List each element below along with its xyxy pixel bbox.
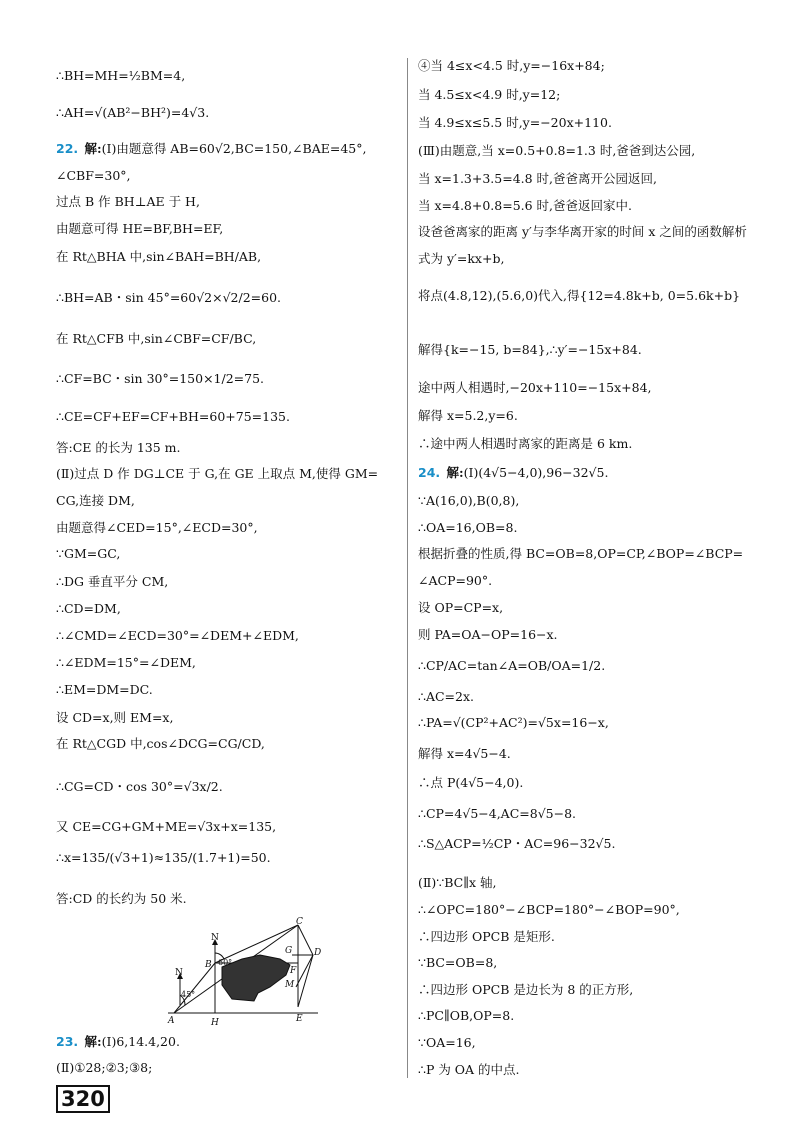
page-number: 320 (56, 1085, 110, 1113)
right-solution-line: ∵BC=OB=8, (418, 955, 498, 970)
right-solution-line: 途中两人相遇时,−20x+110=−15x+84, (418, 380, 652, 395)
right-solution-line: 则 PA=OA−OP=16−x. (418, 627, 558, 642)
right-solution-line: 设爸爸离家的距离 y′与李华离开家的时间 x 之间的函数解析 (418, 224, 747, 239)
left-solution-line: 22. 解:(Ⅰ)由题意得 AB=60√2,BC=150,∠BAE=45°, (56, 141, 367, 156)
north-label-a: N (175, 968, 183, 978)
point-g-label: G (285, 946, 293, 956)
left-solution-line: 答:CD 的长约为 50 米. (56, 891, 187, 906)
left-solution-line: 在 Rt△BHA 中,sin∠BAH=BH/AB, (56, 249, 262, 264)
left-solution-line: 由题意可得 HE=BF,BH=EF, (56, 221, 224, 236)
point-b-label: B (205, 960, 212, 970)
left-solution-line: ∴EM=DM=DC. (56, 682, 153, 697)
left-solution-line: 在 Rt△CGD 中,cos∠DCG=CG/CD, (56, 736, 265, 751)
left-solution-line: 过点 B 作 BH⊥AE 于 H, (56, 194, 200, 209)
left-solution-line: ∠CBF=30°, (56, 168, 131, 183)
right-solution-line: ∠ACP=90°. (418, 573, 493, 588)
left-solution-line: ∴∠EDM=15°=∠DEM, (56, 655, 196, 670)
left-solution-line: 设 CD=x,则 EM=x, (56, 710, 174, 725)
left-solution-line: ∴CE=CF+EF=CF+BH=60+75=135. (56, 409, 290, 424)
left-solution-line: 由题意得∠CED=15°,∠ECD=30°, (56, 520, 258, 535)
left-solution-line: (Ⅱ)①28;②3;③8; (56, 1060, 153, 1075)
right-solution-line: 设 OP=CP=x, (418, 600, 504, 615)
right-solution-line: ④当 4≤x<4.5 时,y=−16x+84; (418, 58, 605, 73)
right-solution-line: 当 4.5≤x<4.9 时,y=12; (418, 87, 561, 102)
left-solution-line: 在 Rt△CFB 中,sin∠CBF=CF/BC, (56, 331, 257, 346)
left-solution-line: ∴x=135/(√3+1)≈135/(1.7+1)=50. (56, 850, 271, 865)
left-solution-line: ∴CG=CD・cos 30°=√3x/2. (56, 779, 223, 794)
right-solution-line: ∴PC∥OB,OP=8. (418, 1008, 515, 1023)
point-e-label: E (296, 1014, 303, 1024)
right-solution-line: ∴点 P(4√5−4,0). (418, 775, 524, 790)
point-m-label: M (285, 980, 295, 990)
right-solution-line: 当 x=4.8+0.8=5.6 时,爸爸返回家中. (418, 198, 633, 213)
right-solution-line: 解得{k=−15, b=84},∴y′=−15x+84. (418, 342, 642, 357)
point-f-label: F (290, 966, 297, 976)
left-solution-line: ∴CD=DM, (56, 601, 121, 616)
right-solution-line: ∴S△ACP=½CP・AC=96−32√5. (418, 836, 616, 851)
right-solution-line: ∴∠OPC=180°−∠BCP=180°−∠BOP=90°, (418, 902, 680, 917)
right-solution-line: ∴OA=16,OB=8. (418, 520, 518, 535)
left-solution-line: ∴BH=AB・sin 45°=60√2×√2/2=60. (56, 290, 282, 305)
left-solution-line: ∴DG 垂直平分 CM, (56, 574, 169, 589)
left-solution-line: ∵GM=GC, (56, 546, 121, 561)
right-solution-line: 根据折叠的性质,得 BC=OB=8,OP=CP,∠BOP=∠BCP= (418, 546, 744, 561)
right-solution-line: (Ⅱ)∵BC∥x 轴, (418, 875, 497, 890)
left-solution-line: ∴BH=MH=½BM=4, (56, 68, 186, 83)
geometry-figure (158, 915, 328, 1030)
left-solution-line: 答:CE 的长为 135 m. (56, 440, 181, 455)
point-d-label: D (314, 948, 322, 958)
left-solution-line: ∴CF=BC・sin 30°=150×1/2=75. (56, 371, 265, 386)
point-h-label: H (211, 1018, 219, 1028)
right-solution-line: 24. 解:(Ⅰ)(4√5−4,0),96−32√5. (418, 465, 609, 480)
left-solution-line: (Ⅱ)过点 D 作 DG⊥CE 于 G,在 GE 上取点 M,使得 GM= (56, 466, 379, 481)
right-solution-line: 当 4.9≤x≤5.5 时,y=−20x+110. (418, 115, 612, 130)
right-solution-line: 将点(4.8,12),(5.6,0)代入,得{12=4.8k+b, 0=5.6k+b} (418, 288, 741, 303)
right-solution-line: 解得 x=5.2,y=6. (418, 408, 518, 423)
right-solution-line: 式为 y′=kx+b, (418, 251, 505, 266)
right-solution-line: 解得 x=4√5−4. (418, 746, 511, 761)
right-solution-line: ∴四边形 OPCB 是矩形. (418, 929, 555, 944)
right-solution-line: ∴四边形 OPCB 是边长为 8 的正方形, (418, 982, 634, 997)
right-solution-line: ∴AC=2x. (418, 689, 474, 704)
right-solution-line: ∴途中两人相遇时离家的距离是 6 km. (418, 436, 633, 451)
angle-60-label: 60° (218, 958, 233, 967)
left-solution-line: 23. 解:(Ⅰ)6,14.4,20. (56, 1034, 180, 1049)
north-label-b: N (211, 933, 219, 943)
right-solution-line: ∴P 为 OA 的中点. (418, 1062, 520, 1077)
right-solution-line: (Ⅲ)由题意,当 x=0.5+0.8=1.3 时,爸爸到达公园, (418, 143, 696, 158)
column-divider (407, 58, 408, 1078)
right-solution-line: ∴CP/AC=tan∠A=OB/OA=1/2. (418, 658, 606, 673)
right-solution-line: ∴PA=√(CP²+AC²)=√5x=16−x, (418, 715, 609, 730)
left-solution-line: 又 CE=CG+GM+ME=√3x+x=135, (56, 819, 277, 834)
left-solution-line: ∴AH=√(AB²−BH²)=4√3. (56, 105, 210, 120)
point-a-label: A (168, 1016, 175, 1026)
point-c-label: C (296, 917, 303, 927)
left-solution-line: ∴∠CMD=∠ECD=30°=∠DEM+∠EDM, (56, 628, 299, 643)
terrain-shape (222, 955, 290, 1001)
left-solution-line: CG,连接 DM, (56, 493, 135, 508)
right-solution-line: ∵A(16,0),B(0,8), (418, 493, 520, 508)
right-solution-line: ∴CP=4√5−4,AC=8√5−8. (418, 806, 577, 821)
right-solution-line: 当 x=1.3+3.5=4.8 时,爸爸离开公园返回, (418, 171, 658, 186)
angle-45-label: 45° (181, 990, 196, 999)
right-solution-line: ∵OA=16, (418, 1035, 476, 1050)
